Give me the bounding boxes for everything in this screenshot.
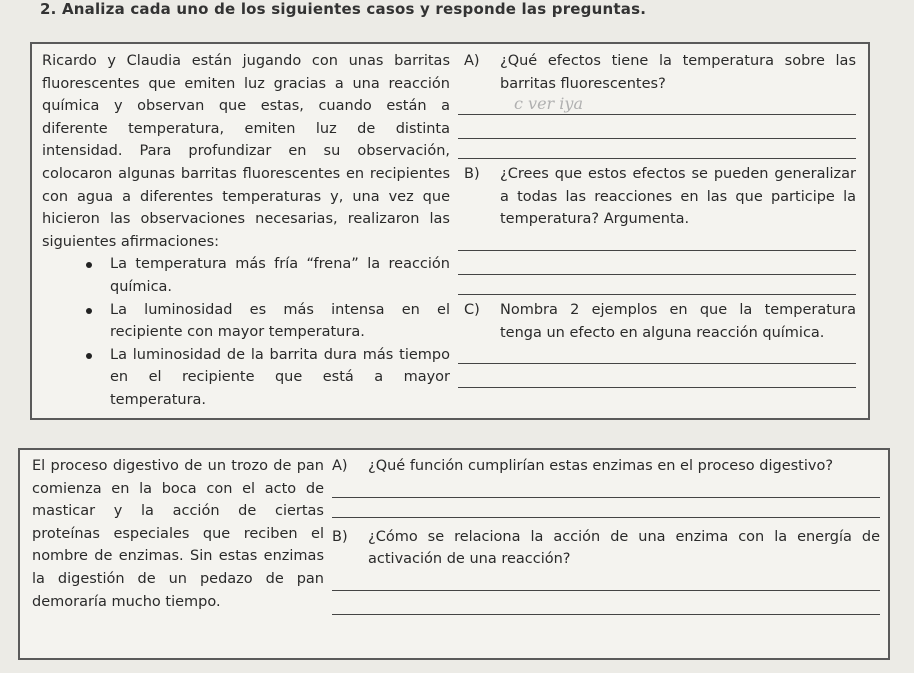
question-text: ¿Crees que estos efectos se pueden generalizar a todas las reacciones en las que participe la temperatura? Argumenta.	[500, 166, 856, 228]
answer-line[interactable]	[458, 95, 856, 119]
answer-line[interactable]	[458, 368, 856, 392]
question-text: ¿Cómo se relaciona la acción de una enzima con la energía de activación de una reacción?	[368, 528, 880, 568]
case2-questions	[332, 455, 880, 619]
question-c	[464, 299, 856, 344]
question-b	[464, 163, 856, 231]
question-letter: A)	[464, 53, 480, 69]
case-box-enzymes	[18, 448, 890, 660]
question-text: ¿Qué efectos tiene la temperatura sobre las barritas fluorescentes?	[500, 53, 856, 92]
answer-line[interactable]	[332, 502, 880, 522]
statement-item: La luminosidad es más intensa en el recipiente con mayor temperatura.	[42, 299, 450, 344]
question-letter: B)	[332, 528, 348, 545]
question-letter: B)	[464, 166, 480, 183]
answer-line[interactable]	[332, 595, 880, 619]
statement-item: La temperatura más fría “frena” la reacción química.	[42, 253, 450, 298]
exercise-heading: 2. Analiza cada uno de los siguientes casos y responde las preguntas.	[40, 0, 647, 18]
question-b	[332, 526, 880, 571]
case-box-glowsticks	[30, 42, 870, 420]
question-text: ¿Qué función cumplirían estas enzimas en el proceso digestivo?	[368, 458, 834, 474]
handwritten-answer: c ver iya	[514, 93, 583, 113]
answer-line[interactable]	[458, 231, 856, 255]
question-letter: C)	[464, 301, 480, 318]
case1-passage: Ricardo y Claudia están jugando con unas barritas fluorescentes que emiten luz gracias a una reacción química y observan que estas, cuando están a diferente temperatura, emiten luz de distinta intensidad. Para profundizar en su observación, colocaron algunas barritas fluorescentes en recipientes con agua a diferentes temperaturas y, una vez que hicieron las observaciones necesarias, realizaron las siguientes afirmaciones:	[42, 53, 450, 250]
case1-left-column	[42, 50, 450, 412]
answer-line[interactable]	[332, 571, 880, 595]
answer-line[interactable]	[458, 119, 856, 143]
question-a	[332, 455, 880, 478]
case2-passage: El proceso digestivo de un trozo de pan comienza en la boca con el acto de masticar y la acción de ciertas proteínas especiales que reciben el nombre de enzimas. Sin estas enzimas la digestión de un pedazo de pan demoraría mucho tiempo.	[32, 458, 324, 610]
answer-line[interactable]	[458, 143, 856, 163]
answer-line[interactable]	[458, 344, 856, 368]
answer-line[interactable]	[458, 255, 856, 279]
case1-questions	[464, 50, 856, 392]
question-a	[464, 50, 856, 95]
statement-item: La luminosidad de la barrita dura más tiempo en el recipiente que está a mayor temperatura.	[42, 344, 450, 412]
answer-line[interactable]	[332, 478, 880, 502]
question-text: Nombra 2 ejemplos en que la temperatura tenga un efecto en alguna reacción química.	[500, 301, 856, 341]
case1-statements	[42, 253, 450, 411]
answer-line[interactable]	[458, 279, 856, 299]
question-letter: A)	[332, 458, 348, 474]
